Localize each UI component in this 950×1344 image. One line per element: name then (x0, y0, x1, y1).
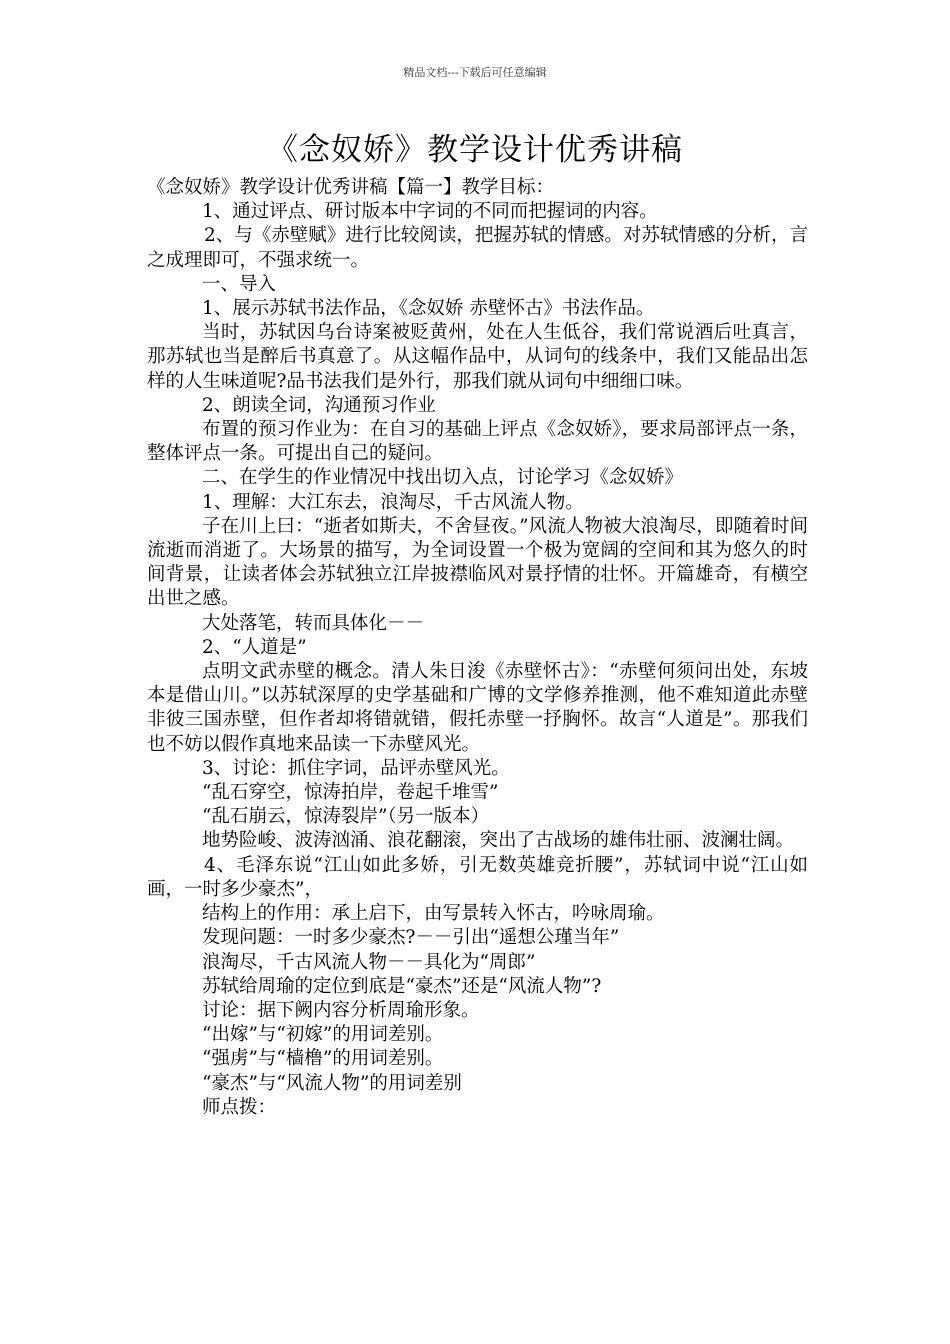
paragraph: 大处落笔，转而具体化－－ (202, 612, 425, 634)
paragraph: 当时，苏轼因乌台诗案被贬黄州，处在人生低谷，我们常说酒后吐真言，那苏轼也当是醉后书真意了。从这幅作品中，从词句的线条中，我们又能品出怎样的人生味道呢?品书法我们是外行，那我们就从词句中细细口味。 (147, 322, 808, 392)
paragraph: 布置的预习作业为：在自习的基础上评点《念奴娇》，要求局部评点一条，整体评点一条。可提出自己的疑问。 (147, 419, 808, 465)
paragraph: 地势险峻、波涛汹涌、浪花翻滚，突出了古战场的雄伟壮丽、波澜壮阔。 (202, 830, 795, 852)
paragraph: 浪淘尽，千古风流人物－－具化为“周郎” (202, 951, 536, 973)
paragraph: 2、与《赤壁赋》进行比较阅读，把握苏轼的情感。对苏轼情感的分析，言之成理即可，不强求统一。 (147, 225, 808, 271)
paragraph: 1、通过评点、研讨版本中字词的不同而把握词的内容。 (202, 201, 658, 223)
paragraph: “强虏”与“樯橹”的用词差别。 (202, 1048, 444, 1070)
page-header: 精品文档---下载后可任意编辑 (403, 66, 547, 79)
paragraph: 结构上的作用：承上启下，由写景转入怀古，吟咏周瑜。 (202, 903, 665, 925)
paragraph: 4、毛泽东说“江山如此多娇，引无数英雄竞折腰”，苏轼词中说“江山如画，一时多少豪杰”， (147, 854, 808, 900)
paragraph: 讨论：据下阙内容分析周瑜形象。 (202, 999, 480, 1021)
paragraph: 苏轼给周瑜的定位到底是“豪杰”还是“风流人物”? (202, 975, 602, 997)
paragraph: 1、理解：大江东去，浪淘尽，千古风流人物。 (202, 491, 584, 513)
paragraph: “乱石穿空，惊涛拍岸，卷起千堆雪” (202, 782, 499, 804)
paragraph: 3、讨论：抓住字词，品评赤壁风光。 (202, 757, 510, 779)
paragraph: 一、导入 (202, 273, 277, 295)
paragraph: 二、在学生的作业情况中找出切入点，讨论学习《念奴娇》 (202, 467, 684, 489)
paragraph: 2、“人道是” (202, 636, 307, 658)
document-title: 《念奴娇》教学设计优秀讲稿 (267, 132, 683, 168)
paragraph: 师点拨： (202, 1096, 277, 1118)
paragraph: “出嫁”与“初嫁”的用词差别。 (202, 1024, 444, 1046)
paragraph: 1、展示苏轼书法作品，《念奴娇 赤壁怀古》书法作品。 (202, 298, 655, 320)
document-body (147, 176, 808, 1120)
paragraph: 子在川上曰：“逝者如斯夫，不舍昼夜。”风流人物被大浪淘尽，即随着时间流逝而消逝了。大场景的描写，为全词设置一个极为宽阔的空间和其为悠久的时间背景，让读者体会苏轼独立江岸披襟临风对景抒情的壮怀。开篇雄奇，有横空出世之感。 (147, 515, 808, 610)
paragraph: 《念奴娇》教学设计优秀讲稿【篇一】教学目标： (147, 177, 555, 198)
paragraph: 2、朗读全词，沟通预习作业 (202, 394, 436, 416)
paragraph: 发现问题：一时多少豪杰?－－引出“遥想公瑾当年” (202, 927, 620, 949)
paragraph: 点明文武赤壁的概念。清人朱日浚《赤壁怀古》：“赤壁何须问出处，东坡本是借山川。”以苏轼深厚的史学基础和广博的文学修养推测，他不难知道此赤壁非彼三国赤壁，但作者却将错就错，假托赤壁一抒胸怀。故言“人道是”。那我们也不妨以假作真地来品读一下赤壁风光。 (147, 661, 808, 755)
paragraph: “乱石崩云，惊涛裂岸”（另一版本） (202, 806, 490, 828)
paragraph: “豪杰”与“风流人物”的用词差别 (202, 1072, 462, 1094)
